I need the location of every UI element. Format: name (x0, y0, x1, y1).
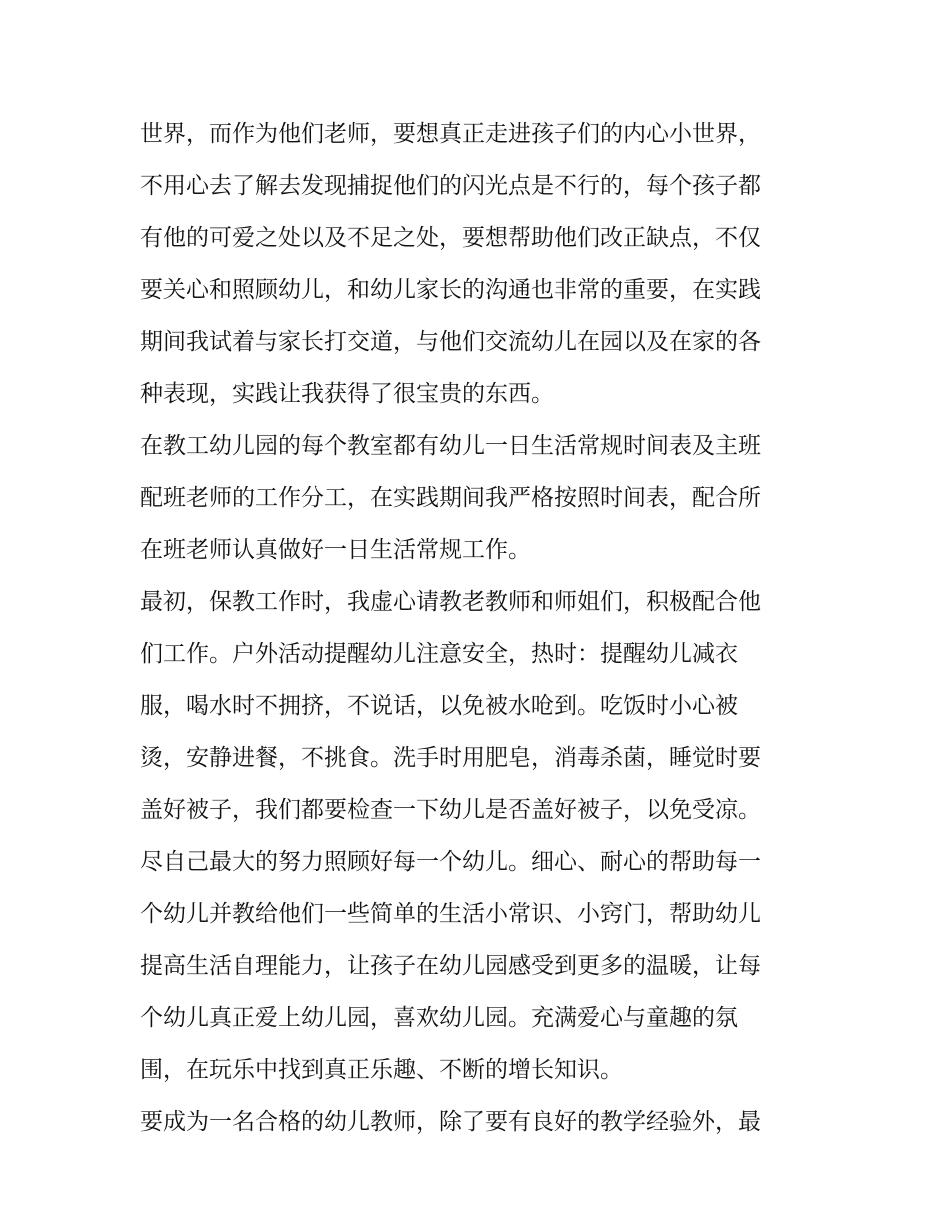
text-line: 提高生活自理能力，让孩子在幼儿园感受到更多的温暖，让每 (140, 953, 761, 979)
text-line: 个幼儿真正爱上幼儿园，喜欢幼儿园。充满爱心与童趣的氛 (140, 1005, 738, 1031)
text-line: 围，在玩乐中找到真正乐趣、不断的增长知识。 (140, 1057, 623, 1083)
text-line: 种表现，实践让我获得了很宝贵的东西。 (140, 381, 554, 407)
text-line: 要成为一名合格的幼儿教师，除了要有良好的教学经验外，最 (140, 1109, 761, 1135)
text-line: 世界，而作为他们老师，要想真正走进孩子们的内心小世界， (140, 121, 761, 147)
text-line: 期间我试着与家长打交道，与他们交流幼儿在园以及在家的各 (140, 329, 761, 355)
text-line: 配班老师的工作分工，在实践期间我严格按照时间表，配合所 (140, 485, 761, 511)
text-line: 在班老师认真做好一日生活常规工作。 (140, 537, 531, 563)
text-line: 盖好被子，我们都要检查一下幼儿是否盖好被子，以免受凉。 (140, 797, 761, 823)
text-line: 有他的可爱之处以及不足之处，要想帮助他们改正缺点，不仅 (140, 225, 761, 251)
text-line: 烫，安静进餐，不挑食。洗手时用肥皂，消毒杀菌，睡觉时要 (140, 745, 761, 771)
text-line: 要关心和照顾幼儿，和幼儿家长的沟通也非常的重要，在实践 (140, 277, 761, 303)
text-line: 最初，保教工作时，我虚心请教老教师和师姐们，积极配合他 (140, 589, 761, 615)
text-line: 服，喝水时不拥挤，不说话，以免被水呛到。吃饭时小心被 (140, 693, 738, 719)
document-body (140, 108, 830, 1148)
text-line: 个幼儿并教给他们一些简单的生活小常识、小窍门，帮助幼儿 (140, 901, 761, 927)
text-line: 在教工幼儿园的每个教室都有幼儿一日生活常规时间表及主班 (140, 433, 761, 459)
text-line: 不用心去了解去发现捕捉他们的闪光点是不行的，每个孩子都 (140, 173, 761, 199)
text-line: 们工作。户外活动提醒幼儿注意安全，热时：提醒幼儿减衣 (140, 641, 738, 667)
text-line: 尽自己最大的努力照顾好每一个幼儿。细心、耐心的帮助每一 (140, 849, 761, 875)
